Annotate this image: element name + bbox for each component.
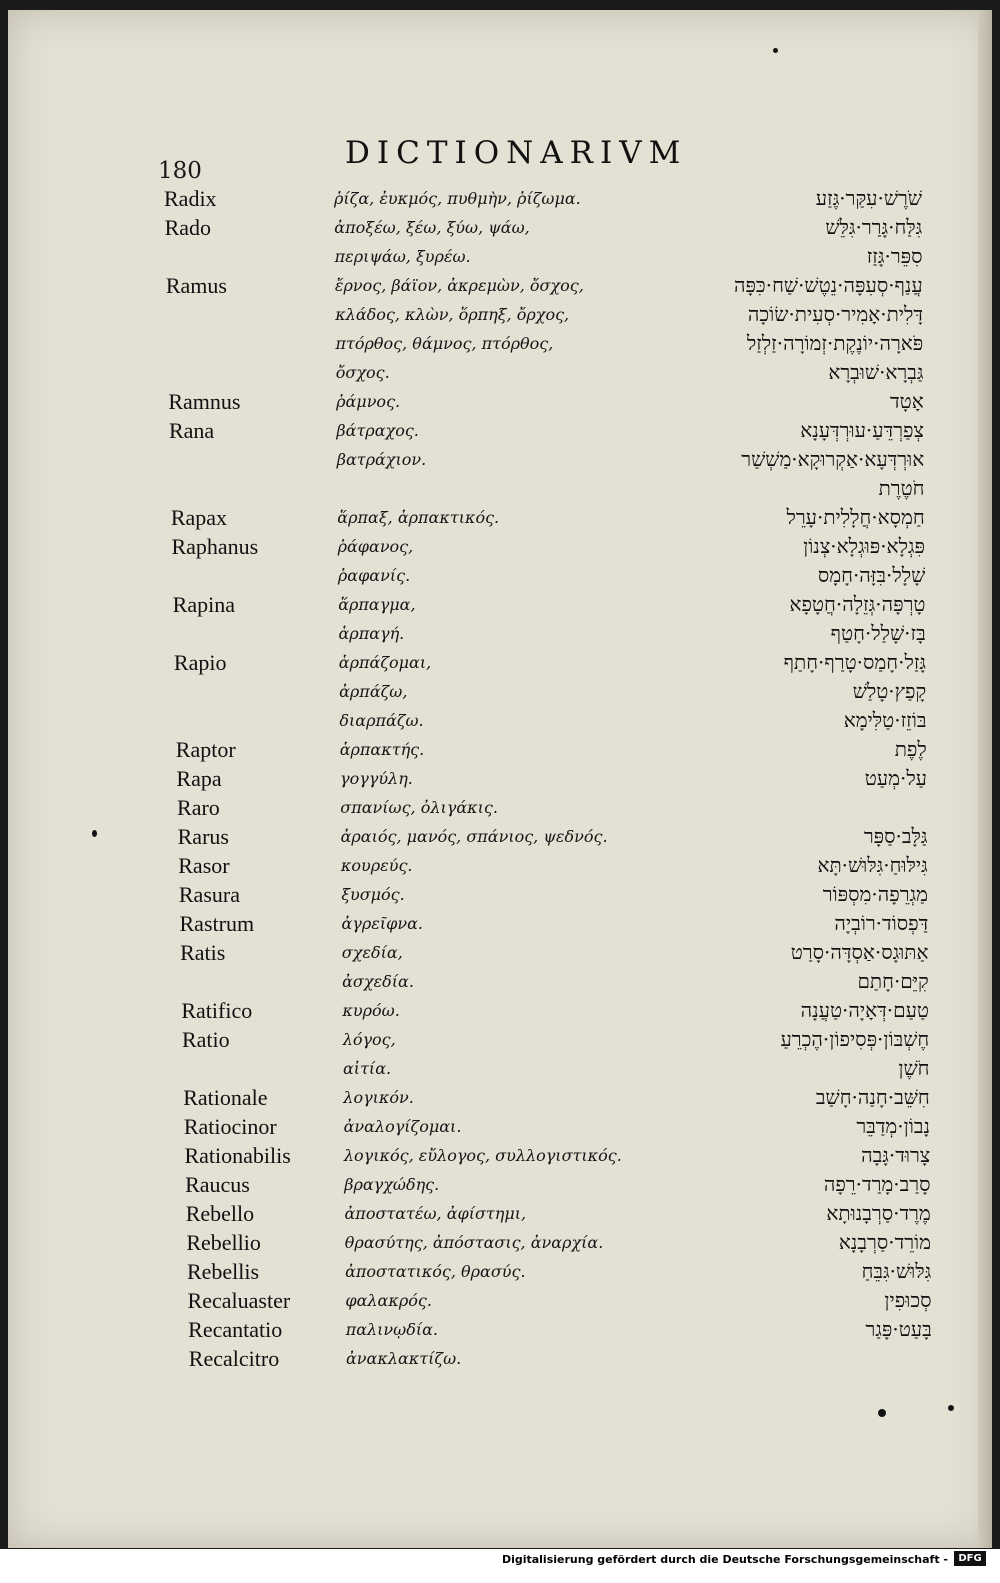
dictionary-entry	[0, 1201, 984, 1230]
dictionary-entry	[0, 534, 984, 563]
latin-headword: Raphanus	[171, 534, 259, 559]
dictionary-entry	[0, 1143, 984, 1172]
latin-headword: Rapax	[170, 505, 228, 530]
greek-equivalent: ἀνακλακτίζω.	[346, 1349, 462, 1368]
latin-headword: Ratio	[181, 1027, 230, 1052]
hebrew-equivalent: צָרוּד·גָּבָה	[861, 1143, 931, 1167]
latin-headword: Ratifico	[181, 998, 253, 1023]
latin-headword: Rana	[168, 418, 215, 443]
ink-spot	[948, 1405, 954, 1411]
dictionary-entry	[0, 215, 984, 244]
greek-equivalent: λογικόν.	[343, 1088, 414, 1107]
running-title: DICTIONARIVM	[345, 135, 688, 171]
dictionary-entry	[0, 853, 984, 882]
dictionary-entry	[0, 679, 984, 708]
hebrew-equivalent: צְפַרְדֵּעַ·עוּרְדְּעָנָא	[800, 418, 924, 442]
greek-equivalent: λόγος,	[342, 1030, 396, 1049]
hebrew-equivalent: גַּבְרָא·שׁוּבְרָא	[828, 360, 924, 384]
hebrew-equivalent: בּוֹזֵז·טַלִּימָא	[843, 708, 927, 732]
dictionary-entry	[0, 998, 984, 1027]
hebrew-equivalent: מַגְרֵפָה·מִסְפּוֹר	[822, 882, 928, 906]
greek-equivalent: ἀσχεδία.	[342, 972, 414, 991]
dictionary-entry	[0, 621, 984, 650]
greek-equivalent: γογγύλη.	[340, 769, 413, 788]
dictionary-entry	[0, 1172, 984, 1201]
dfg-logo: DFG	[954, 1551, 986, 1566]
latin-headword: Ramnus	[168, 389, 241, 414]
greek-equivalent: βατράχιον.	[336, 450, 427, 469]
greek-equivalent: ἀποξέω, ξέω, ξύω, ψάω,	[334, 218, 530, 237]
hebrew-equivalent: לֶפֶת	[894, 737, 927, 761]
greek-equivalent: ἅρπαγμα,	[338, 595, 416, 614]
latin-headword: Rastrum	[179, 911, 255, 936]
latin-headword: Rasor	[178, 853, 230, 878]
hebrew-equivalent: דָּלִית·אָמִיר·סְעִית·שׂוֹכָה	[747, 302, 923, 326]
latin-headword: Rebellio	[186, 1230, 261, 1255]
greek-equivalent: παλινῳδία.	[345, 1320, 438, 1339]
dictionary-entry	[0, 302, 984, 331]
hebrew-equivalent: בָּעַט·פָּגַר	[865, 1317, 932, 1341]
latin-headword: Radix	[164, 186, 217, 211]
hebrew-equivalent: טַעַם·דְּאָיָה·טַעֲנָה	[800, 998, 929, 1022]
greek-equivalent: σπανίως, ὀλιγάκις.	[340, 798, 498, 817]
dictionary-entry	[0, 563, 984, 592]
hebrew-equivalent: סְכוּפִין	[884, 1288, 932, 1312]
greek-equivalent: ἀραιός, μανός, σπάνιος, ψεδνός.	[340, 827, 608, 846]
hebrew-equivalent: סִפֵּר·גָּזַז	[866, 244, 923, 268]
latin-headword: Rasura	[178, 882, 240, 907]
hebrew-equivalent: חִשֵּׁב·חָנַה·חָשַׁב	[815, 1085, 930, 1109]
greek-equivalent: ῥάμνος.	[336, 392, 401, 411]
greek-equivalent: ἁρπακτής.	[339, 740, 425, 759]
hebrew-equivalent: חֶשְׁבּוֹן·פְּסִיפוֹן·הֶכְרֵעַ	[780, 1027, 930, 1051]
ink-spot	[92, 830, 97, 837]
latin-headword: Rado	[164, 215, 212, 240]
greek-equivalent: σχεδία,	[341, 943, 403, 962]
dictionary-entry	[0, 1346, 984, 1375]
dictionary-entry	[0, 592, 984, 621]
dictionary-entry	[0, 1230, 984, 1259]
latin-headword: Raptor	[175, 737, 236, 762]
hebrew-equivalent: גִּלּוּשׁ·גִּבֵּחַ	[861, 1259, 932, 1283]
latin-headword: Recaluaster	[187, 1288, 291, 1313]
ink-spot	[878, 1409, 886, 1417]
greek-equivalent: κυρόω.	[342, 1001, 400, 1020]
dictionary-entry	[0, 911, 984, 940]
greek-equivalent: πτόρθος, θάμνος, πτόρθος,	[335, 334, 554, 353]
hebrew-equivalent: מֶרֶד·סַרְבָנוּתָא	[826, 1201, 931, 1225]
dictionary-entry	[0, 824, 984, 853]
footer-credit: Digitalisierung gefördert durch die Deutsche Forschungsgemeinschaft -	[501, 1553, 948, 1566]
page-number: 180	[158, 158, 202, 184]
hebrew-equivalent: גִּילּוּחַ·גִּלּוּשׁ·תָּא	[817, 853, 928, 877]
dictionary-entry	[0, 766, 984, 795]
dictionary-entry	[0, 1259, 984, 1288]
hebrew-equivalent: חַמְסָא·חֲלָלִית·עָרֵל	[786, 505, 925, 529]
greek-equivalent: ξυσμός.	[341, 885, 405, 904]
hebrew-equivalent: נָבוֹן·מְדַבֵּר	[856, 1114, 930, 1138]
hebrew-equivalent: קִיֵּם·חָתַם	[857, 969, 929, 993]
latin-headword: Recalcitro	[188, 1346, 280, 1371]
latin-headword: Recantatio	[188, 1317, 283, 1342]
latin-headword: Rationabilis	[184, 1143, 291, 1168]
dictionary-entry	[0, 1317, 984, 1346]
greek-equivalent: λογικός, εὔλογος, συλλογιστικός.	[343, 1146, 622, 1165]
latin-headword: Rarus	[177, 824, 229, 849]
latin-headword: Raro	[177, 795, 220, 820]
hebrew-equivalent: אָטָד	[890, 389, 924, 413]
greek-equivalent: ἔρνος, βάϊον, ἀκρεμὼν, ὄσχος,	[334, 276, 584, 295]
hebrew-equivalent: קָפַץ·טָלַשׁ	[852, 679, 927, 703]
greek-equivalent: κουρεύς.	[340, 856, 413, 875]
dictionary-entry	[0, 331, 984, 360]
hebrew-equivalent: חֹטֶרֶת	[878, 476, 925, 500]
greek-equivalent: ἀναλογίζομαι.	[343, 1117, 462, 1136]
dictionary-entry	[0, 737, 984, 766]
greek-equivalent: βραγχώδης.	[344, 1175, 440, 1194]
hebrew-equivalent: שָׁלָל·בִּזָּה·חָמָס	[817, 563, 926, 587]
hebrew-equivalent: עַל·מְעַט	[864, 766, 927, 790]
dictionary-entry	[0, 882, 984, 911]
latin-headword: Rebellis	[186, 1259, 260, 1284]
hebrew-equivalent: בָּז·שָׁלַל·חָטַף	[830, 621, 926, 645]
dictionary-entry	[0, 1288, 984, 1317]
dictionary-entry	[0, 389, 984, 418]
dictionary-entry	[0, 1027, 984, 1056]
hebrew-equivalent: אַתּוּגָס·אַסְדָּה·סָרַט	[790, 940, 929, 964]
dictionary-entry	[0, 360, 984, 389]
greek-equivalent: ῥίζα, ἐυκμός, πυθμὴν, ῥίζωμα.	[334, 189, 581, 208]
greek-equivalent: ἅρπαξ, ἁρπακτικός.	[337, 508, 500, 527]
hebrew-equivalent: חֹשֶׁן	[898, 1056, 930, 1080]
hebrew-equivalent: שֹׁרֶשׁ·עִקַּר·גֶּזַע	[815, 186, 922, 210]
hebrew-equivalent: גִּלַּח·גָּרַר·גִּלֵּשׁ	[825, 215, 923, 239]
dictionary-entry	[0, 795, 984, 824]
greek-equivalent: διαρπάζω.	[339, 711, 424, 730]
greek-equivalent: περιψάω, ξυρέω.	[334, 247, 471, 266]
dictionary-entry	[0, 940, 984, 969]
dictionary-entry	[0, 273, 984, 302]
latin-headword: Rationale	[183, 1085, 268, 1110]
latin-headword: Raucus	[185, 1172, 250, 1197]
latin-headword: Ramus	[165, 273, 227, 298]
greek-equivalent: ῥαφανίς.	[337, 566, 411, 585]
greek-equivalent: ῥάφανος,	[337, 537, 414, 556]
greek-equivalent: ἁρπάζομαι,	[338, 653, 432, 672]
dictionary-entry	[0, 969, 984, 998]
dictionary-entry	[0, 476, 984, 505]
latin-headword: Rapa	[176, 766, 222, 791]
dictionary-entry	[0, 1056, 984, 1085]
dictionary-entry	[0, 447, 984, 476]
hebrew-equivalent: מוֹרֵד·סַרְבָנָא	[838, 1230, 931, 1254]
greek-equivalent: ἀποστατέω, ἀφίστημι,	[344, 1204, 527, 1223]
greek-equivalent: αἰτία.	[343, 1059, 392, 1078]
greek-equivalent: ἀποστατικός, θρασύς.	[345, 1262, 526, 1281]
greek-equivalent: κλάδος, κλὼν, ὅρπηξ, ὄρχος,	[335, 305, 570, 324]
greek-equivalent: βάτραχος.	[336, 421, 419, 440]
dictionary-entry	[0, 186, 984, 215]
hebrew-equivalent: אוּרְדְּעָא·אַקְרוּקָא·מַשְׁשַׁר	[741, 447, 925, 471]
hebrew-equivalent: טָרְפָּה·גְּזֵלָה·חֲטָפָא	[789, 592, 926, 616]
greek-equivalent: θρασύτης, ἀπόστασις, ἀναρχία.	[344, 1233, 604, 1252]
hebrew-equivalent: עֲנַף·סְעִפָּה·נֵטֶשׁ·שַׁח·כִּפָּה	[733, 273, 923, 297]
latin-headword: Ratis	[180, 940, 226, 965]
latin-headword: Rapio	[173, 650, 227, 675]
hebrew-equivalent: פִּגְלָא·פּוּגְלָא·צְנוֹן	[803, 534, 925, 558]
hebrew-equivalent: גַּלָּב·סַפָּר	[863, 824, 928, 848]
latin-headword: Rebello	[185, 1201, 255, 1226]
greek-equivalent: φαλακρός.	[345, 1291, 432, 1310]
hebrew-equivalent: סָרַב·מָרַד·רֵפָה	[823, 1172, 931, 1196]
hebrew-equivalent: דַּפְסוֹד·רוֹבְיָה	[834, 911, 929, 935]
dictionary-entry	[0, 244, 984, 273]
hebrew-equivalent: גָּזַל·חָמַס·טָרַף·חָתַף	[783, 650, 926, 674]
dictionary-entry	[0, 418, 984, 447]
greek-equivalent: ἁρπάζω,	[339, 682, 408, 701]
greek-equivalent: ὄσχος.	[335, 363, 390, 382]
dictionary-entry	[0, 708, 984, 737]
greek-equivalent: ἀγρεῖφνα.	[341, 914, 423, 933]
dictionary-entry	[0, 1114, 984, 1143]
latin-headword: Rapina	[172, 592, 235, 617]
dictionary-entry	[0, 1085, 984, 1114]
ink-spot	[773, 48, 778, 53]
dictionary-entry	[0, 505, 984, 534]
greek-equivalent: ἁρπαγή.	[338, 624, 405, 643]
hebrew-equivalent: פֹּארָה·יוֹנֶקֶת·זְמוֹרָה·זַלְזַל	[746, 331, 924, 355]
dictionary-entry	[0, 650, 984, 679]
latin-headword: Ratiocinor	[183, 1114, 277, 1139]
